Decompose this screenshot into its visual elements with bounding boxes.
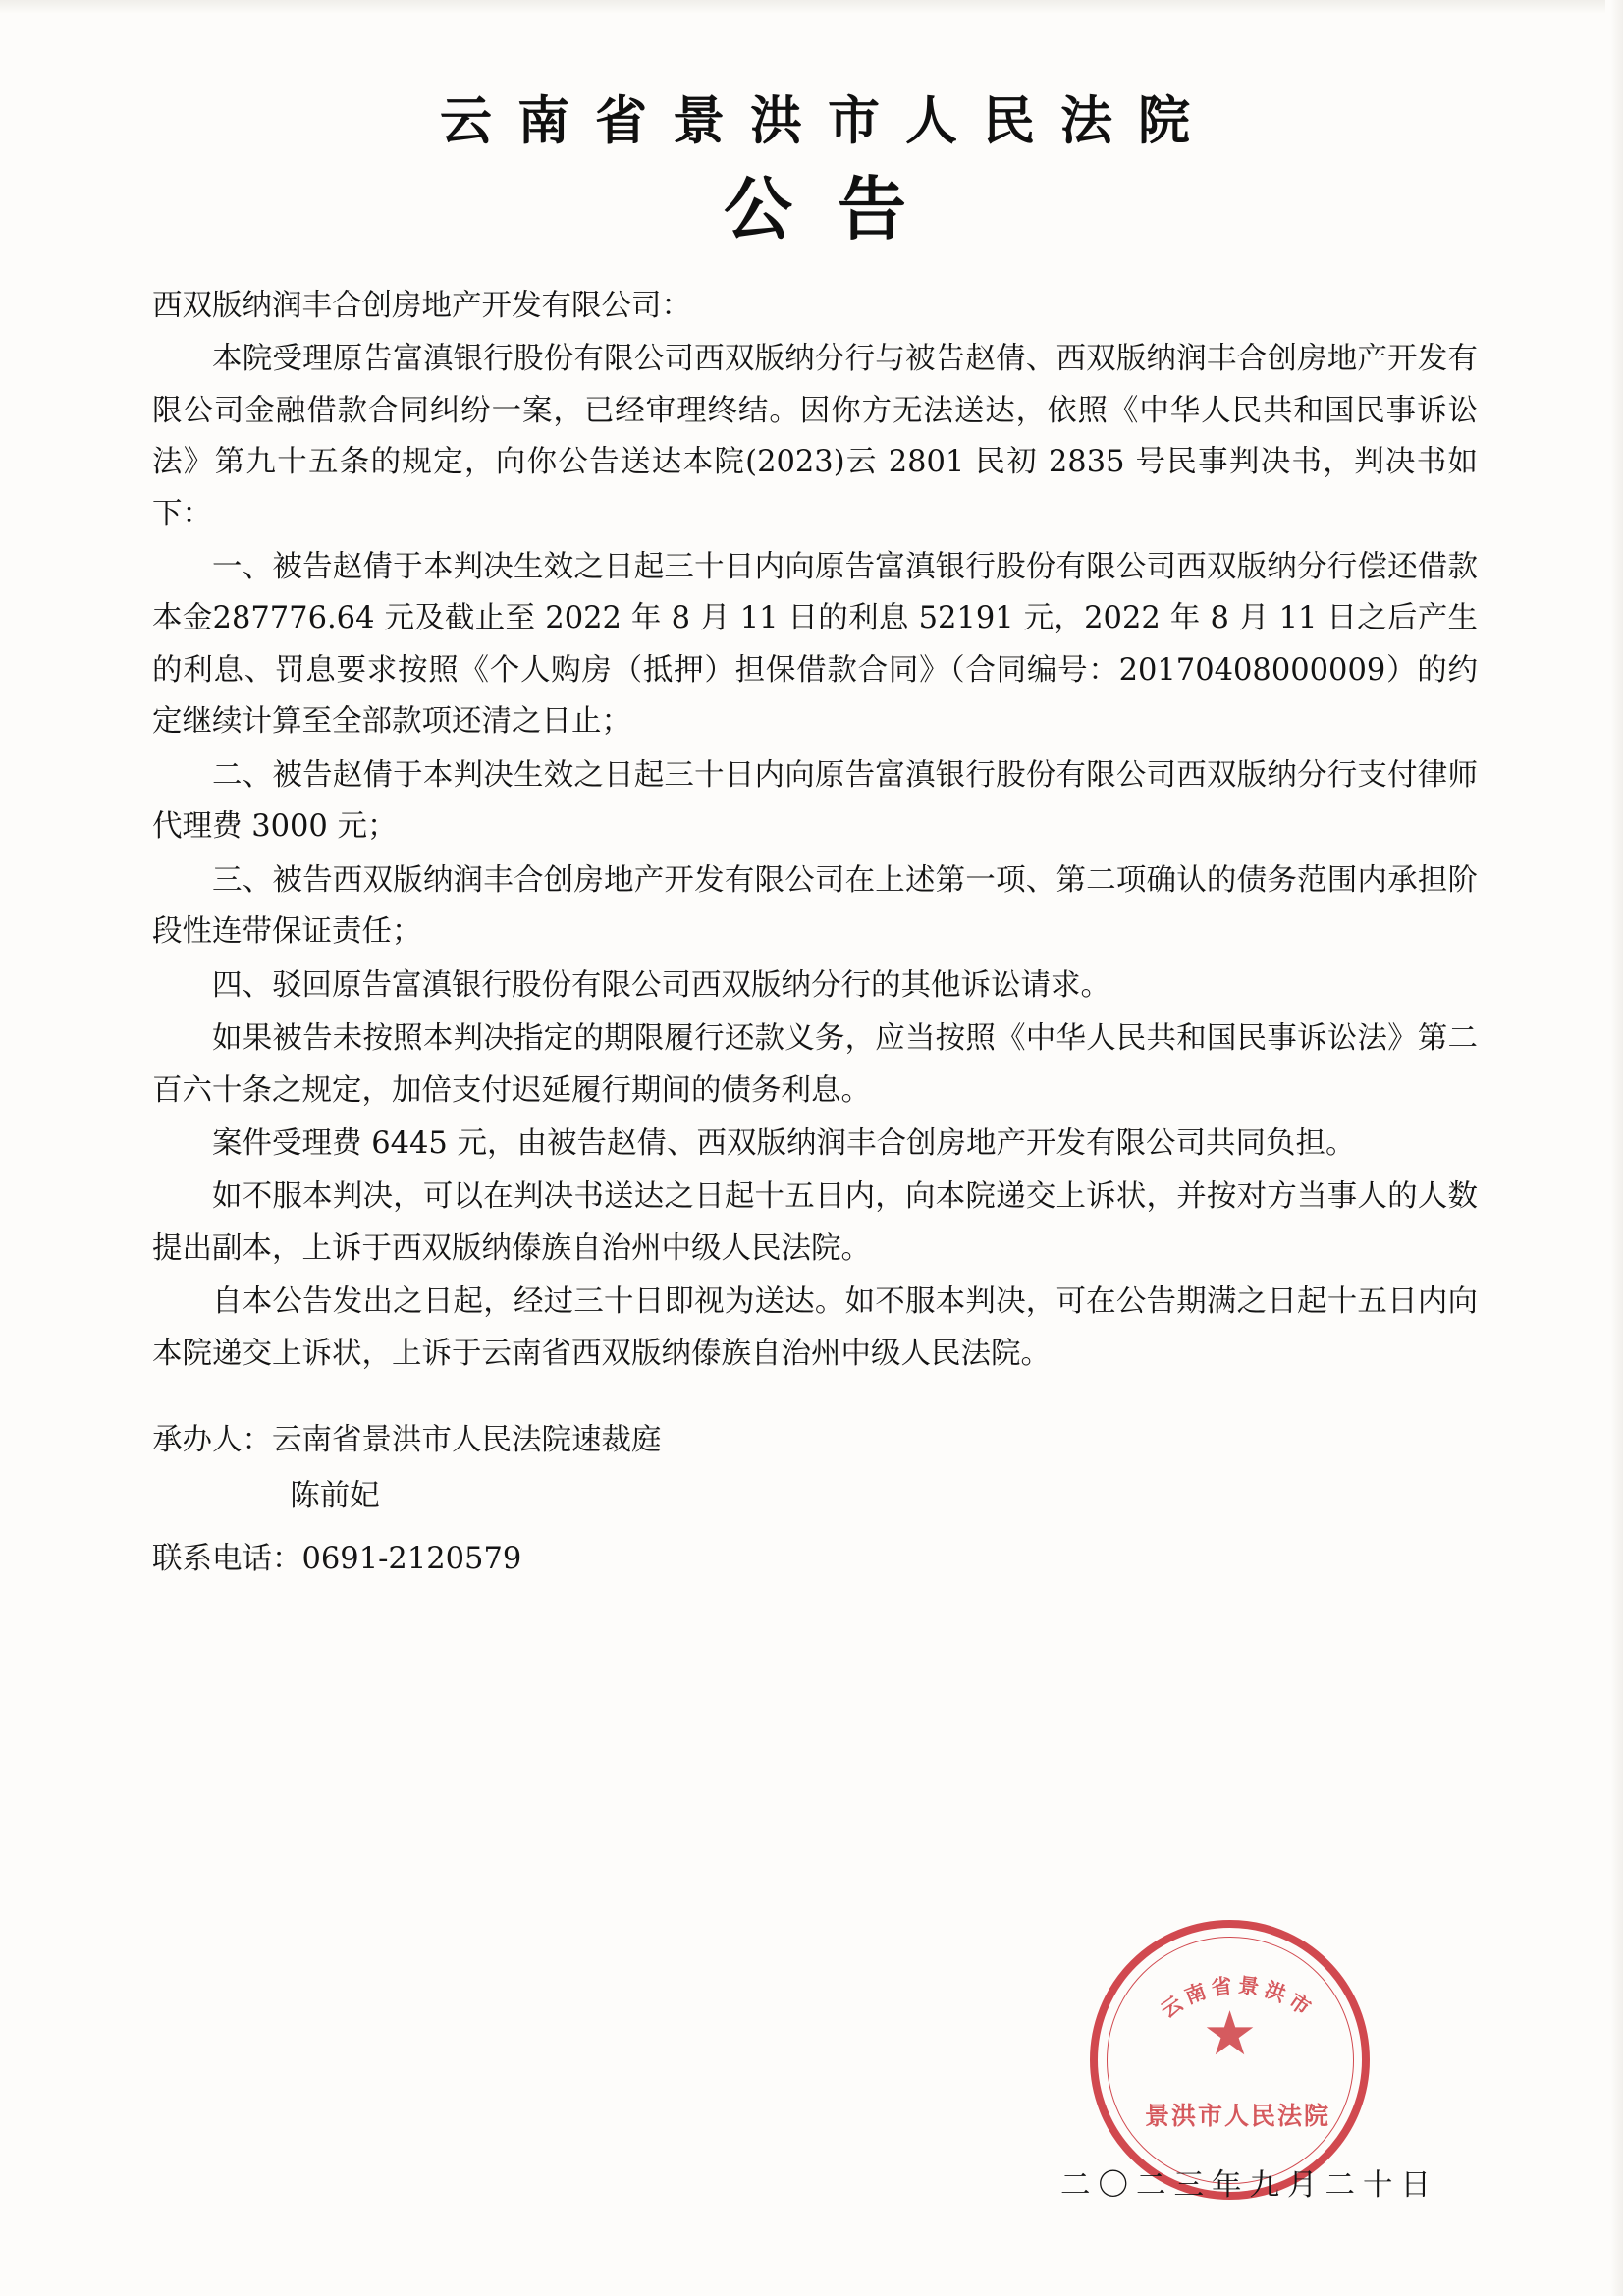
- paragraph: 如不服本判决，可以在判决书送达之日起十五日内，向本院递交上诉状，并按对方当事人的人数提出副本，上诉于西双版纳傣族自治州中级人民法院。: [152, 1179, 1478, 1266]
- paragraph: 二、被告赵倩于本判决生效之日起三十日内向原告富滇银行股份有限公司西双版纳分行支付律师代理费 3000 元；: [152, 757, 1478, 845]
- seal-bottom-label: 景洪市人民法院: [1144, 2102, 1330, 2130]
- star-icon: ★: [1202, 1996, 1258, 2069]
- scan-edge-right: [1605, 0, 1623, 2296]
- court-title: 云南省景洪市人民法院: [440, 90, 1216, 151]
- scan-edge-top: [0, 0, 1623, 14]
- issue-date: 二〇二三年九月二十日: [1060, 2168, 1438, 2203]
- paragraph: 如果被告未按照本判决指定的期限履行还款义务，应当按照《中华人民共和国民事诉讼法》第二百六十条之规定，加倍支付迟延履行期间的债务利息。: [152, 1021, 1478, 1108]
- handler-name: 陈前妃: [290, 1478, 380, 1513]
- handler-line: 承办人：云南省景洪市人民法院速裁庭: [152, 1423, 662, 1458]
- paragraph: 一、被告赵倩于本判决生效之日起三十日内向原告富滇银行股份有限公司西双版纳分行偿还借款本金287776.64 元及截止至 2022 年 8 月 11 日的利息 52191 元，2022 年 8 月 11 日之后产生的利息、罚息要求按照《个人购房（抵押）担保借款合同》（合同编号：20170408000009）的约定继续计算至全部款项还清之日止；: [152, 550, 1478, 739]
- svg-text:云南省景洪市: [1156, 1972, 1319, 2022]
- paragraph: 四、驳回原告富滇银行股份有限公司西双版纳分行的其他诉讼请求。: [212, 967, 1110, 1003]
- paragraph: 三、被告西双版纳润丰合创房地产开发有限公司在上述第一项、第二项确认的债务范围内承担阶段性连带保证责任；: [152, 862, 1478, 950]
- document-content: [152, 88, 1478, 1588]
- addressee-line: 西双版纳润丰合创房地产开发有限公司：: [152, 288, 691, 323]
- signature-block: [152, 1413, 1478, 1587]
- document-title: 公告: [724, 168, 951, 250]
- seal-arc-label: 云南省景洪市: [1156, 1972, 1320, 2023]
- paragraph: 本院受理原告富滇银行股份有限公司西双版纳分行与被告赵倩、西双版纳润丰合创房地产开发有限公司金融借款合同纠纷一案，已经审理终结。因你方无法送达，依照《中华人民共和国民事诉讼法》第九十五条的规定，向你公告送达本院(2023)云 2801 民初 2835 号民事判决书，判决书如下：: [152, 342, 1478, 531]
- seal-area: [1031, 1920, 1443, 2254]
- paragraph: 自本公告发出之日起，经过三十日即视为送达。如不服本判决，可在公告期满之日起十五日内向本院递交上诉状，上诉于云南省西双版纳傣族自治州中级人民法院。: [152, 1285, 1478, 1371]
- court-seal-icon: [1090, 1920, 1370, 2200]
- paragraph: 案件受理费 6445 元，由被告赵倩、西双版纳润丰合创房地产开发有限公司共同负担。: [212, 1126, 1356, 1161]
- document-body: [152, 281, 1478, 1381]
- contact-phone: 联系电话：0691-2120579: [152, 1542, 522, 1577]
